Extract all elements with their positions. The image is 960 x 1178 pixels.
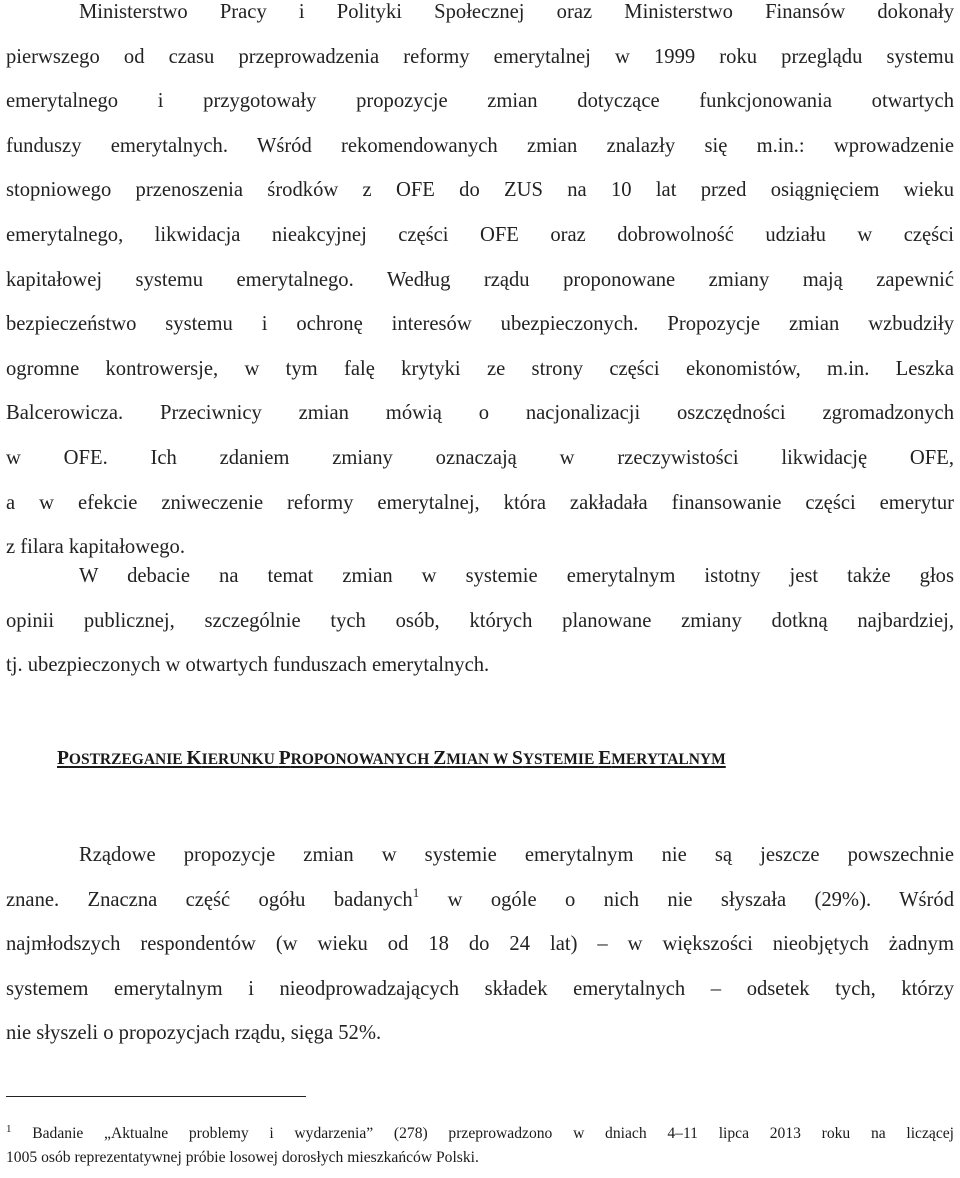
footnote-line: 1005 osób reprezentatywnej próbie losowej dorosłych mieszkańców Polski.	[6, 1149, 479, 1166]
text-line	[6, 878, 954, 923]
heading-part: OSTRZEGANIE	[68, 751, 187, 768]
heading-part: MERYTALNYM	[611, 751, 726, 768]
footnote	[6, 1122, 954, 1170]
heading-part: E	[598, 748, 612, 769]
heading-part: K	[186, 748, 202, 769]
paragraph-intro	[6, 0, 954, 570]
footnote-text: Badanie „Aktualne problemy i wydarzenia” (278) przeprowadzono w dniach 4–11 lipca 2013 roku na liczącej	[11, 1125, 954, 1142]
text-line: bezpieczeństwo systemu i ochronę interesów ubezpieczonych. Propozycje zmian wzbudziły	[6, 313, 954, 336]
footnote-divider	[6, 1096, 306, 1097]
document-page	[6, 0, 954, 1178]
heading-part: IERUNKU	[201, 751, 279, 768]
heading-part: P	[57, 748, 69, 769]
heading-part: ROPONOWANYCH	[290, 751, 434, 768]
text-line: funduszy emerytalnych. Wśród rekomendowanych zmian znalazły się m.in.: wprowadzenie	[6, 134, 954, 157]
text-line: najmłodszych respondentów (w wieku od 18 do 24 lat) – w większości nieobjętych żadnym	[6, 933, 954, 956]
text-line: ogromne kontrowersje, w tym falę krytyki ze strony części ekonomistów, m.in. Leszka	[6, 357, 954, 380]
text-line: opinii publicznej, szczególnie tych osób, których planowane zmiany dotkną najbardziej,	[6, 609, 954, 632]
text-line: w OFE. Ich zdaniem zmiany oznaczają w rzeczywistości likwidację OFE,	[6, 446, 954, 469]
section-heading	[57, 744, 726, 771]
text-line: Ministerstwo Pracy i Polityki Społecznej oraz Ministerstwo Finansów dokonały	[79, 1, 954, 23]
footnote-reference[interactable]: 1	[412, 884, 420, 900]
paragraph-findings	[6, 833, 954, 1056]
text-line: a w efekcie zniweczenie reformy emerytalnej, która zakładała finansowanie części emerytur	[6, 491, 954, 514]
text-line: tj. ubezpieczonych w otwartych funduszach emerytalnych.	[6, 654, 490, 677]
heading-part: MIAN W	[446, 751, 512, 768]
heading-part: S	[511, 748, 523, 769]
text-segment: znane. Znaczna część ogółu badanych	[6, 888, 413, 911]
text-segment: w ogóle o nich nie słyszała (29%). Wśród	[419, 888, 954, 911]
footnote-line	[6, 1122, 954, 1146]
text-line: W debacie na temat zmian w systemie emerytalnym istotny jest także głos	[79, 565, 954, 587]
text-line: Balcerowicza. Przeciwnicy zmian mówią o nacjonalizacji oszczędności zgromadzonych	[6, 402, 954, 425]
text-line: nie słyszeli o propozycjach rządu, sięga 52%.	[6, 1022, 382, 1045]
text-line: stopniowego przenoszenia środków z OFE do ZUS na 10 lat przed osiągnięciem wieku	[6, 179, 954, 202]
text-line: emerytalnego i przygotowały propozycje zmian dotyczące funkcjonowania otwartych	[6, 90, 954, 113]
heading-part: P	[278, 748, 291, 769]
text-line: emerytalnego, likwidacja nieakcyjnej części OFE oraz dobrowolność udziału w części	[6, 223, 954, 246]
footnote-marker: 1	[6, 1123, 12, 1135]
text-line: kapitałowej systemu emerytalnego. Według rządu proponowane zmiany mają zapewnić	[6, 268, 954, 291]
paragraph-debate	[6, 554, 954, 688]
heading-part: Z	[433, 748, 447, 769]
heading-part: YSTEMIE	[522, 751, 599, 768]
text-line: Rządowe propozycje zmian w systemie emerytalnym nie są jeszcze powszechnie	[79, 844, 954, 866]
text-line: systemem emerytalnym i nieodprowadzających składek emerytalnych – odsetek tych, którzy	[6, 977, 954, 1000]
text-line: z filara kapitałowego.	[6, 536, 185, 559]
text-line: pierwszego od czasu przeprowadzenia reformy emerytalnej w 1999 roku przeglądu systemu	[6, 45, 954, 68]
